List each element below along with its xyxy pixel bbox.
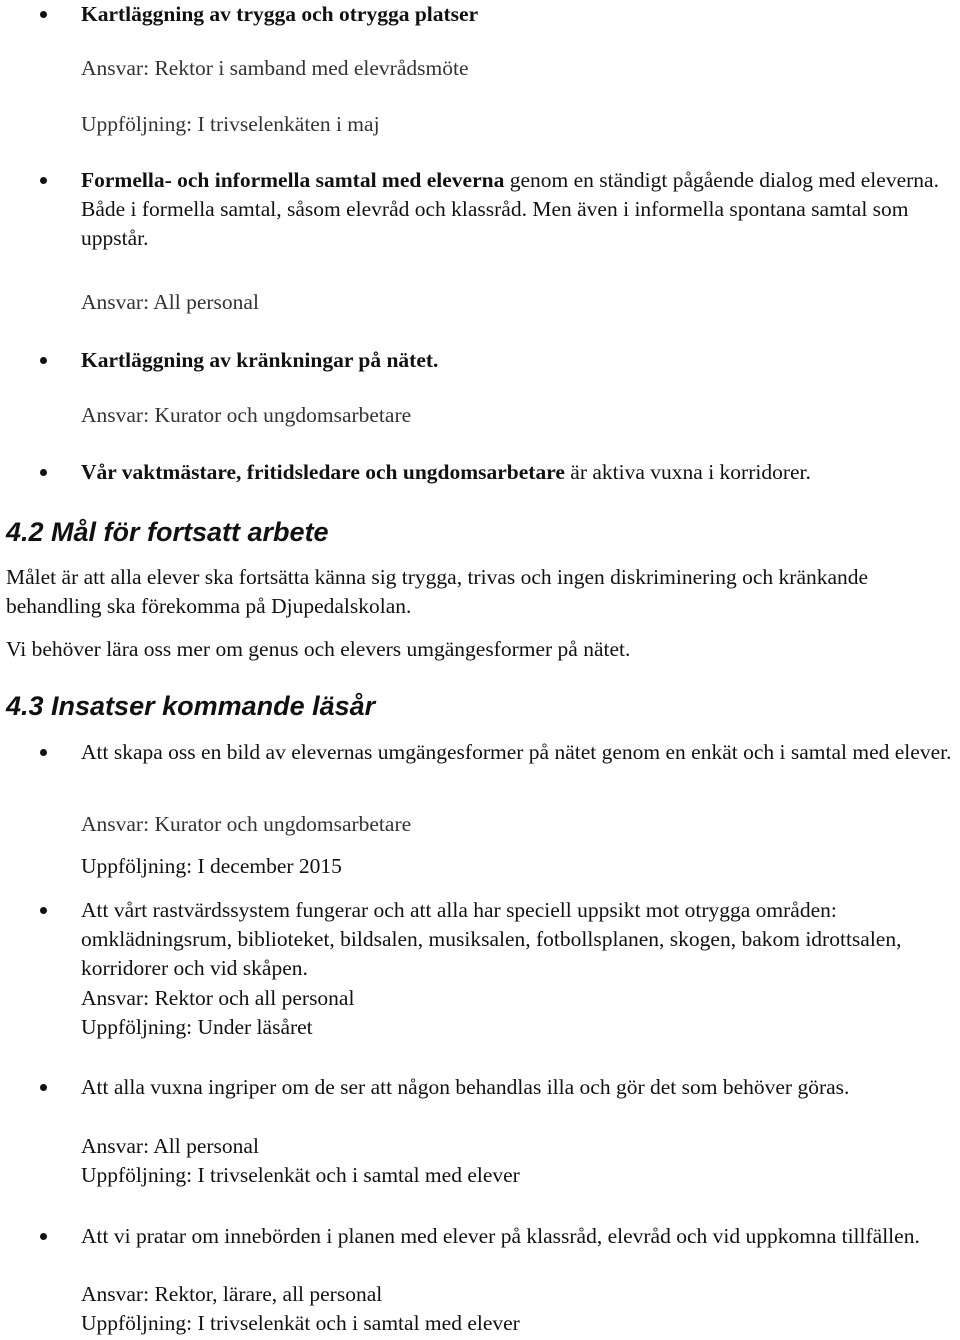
list-item-text: Att vårt rastvärdssystem fungerar och att alla har speciell uppsikt mot otrygga områden: omklädningsrum, biblioteket, bildsalen, musiksalen, fotbollsplanen, skogen, bakom idrottsalen, korridorer och vid skåpen.	[81, 898, 902, 980]
list-item-bold: Vår vaktmästare, fritidsledare och ungdomsarbetare	[81, 460, 565, 484]
responsibility-text: Ansvar: Rektor i samband med elevrådsmöte	[81, 56, 469, 80]
section-heading: 4.3 Insatser kommande läsår	[6, 691, 376, 721]
followup-text: Uppföljning: I december 2015	[81, 854, 342, 878]
followup-text: Uppföljning: Under läsåret	[81, 1015, 313, 1039]
bullet-icon	[40, 469, 47, 476]
responsibility-text: Ansvar: Kurator och ungdomsarbetare	[81, 812, 412, 836]
followup-text: Uppföljning: I trivselenkät och i samtal med elever	[81, 1163, 520, 1187]
list-item-text: Att alla vuxna ingriper om de ser att någon behandlas illa och gör det som behöver göras.	[81, 1075, 850, 1099]
list-item-text	[81, 458, 956, 487]
bullet-icon	[40, 907, 47, 914]
list-item-bold: Formella- och informella samtal med eleverna	[81, 168, 505, 192]
section-heading: 4.2 Mål för fortsatt arbete	[6, 517, 329, 547]
list-item-text: Att vi pratar om innebörden i planen med elever på klassråd, elevråd och vid uppkomna tillfällen.	[81, 1224, 920, 1248]
list-item-rest: är aktiva vuxna i korridorer.	[564, 460, 811, 484]
list-item-title: Kartläggning av kränkningar på nätet.	[81, 348, 439, 372]
responsibility-text: Ansvar: All personal	[81, 290, 259, 314]
bullet-icon	[40, 177, 47, 184]
list-item-text	[81, 166, 956, 253]
responsibility-text: Ansvar: Rektor och all personal	[81, 986, 355, 1010]
responsibility-text: Ansvar: All personal	[81, 1134, 259, 1158]
paragraph: Vi behöver lära oss mer om genus och elevers umgängesformer på nätet.	[6, 637, 631, 661]
list-item-title: Kartläggning av trygga och otrygga platser	[81, 2, 479, 26]
paragraph: Målet är att alla elever ska fortsätta känna sig trygga, trivas och ingen diskriminering och kränkande behandling ska förekomma på Djupedalskolan.	[6, 565, 869, 618]
bullet-icon	[40, 749, 47, 756]
followup-text: Uppföljning: I trivselenkäten i maj	[81, 112, 380, 136]
list-item-text: Att skapa oss en bild av elevernas umgängesformer på nätet genom en enkät och i samtal med elever.	[81, 740, 952, 764]
responsibility-text: Ansvar: Rektor, lärare, all personal	[81, 1282, 383, 1306]
followup-text: Uppföljning: I trivselenkät och i samtal med elever	[81, 1311, 520, 1335]
bullet-icon	[40, 11, 47, 18]
bullet-icon	[40, 1233, 47, 1240]
bullet-icon	[40, 1084, 47, 1091]
list-item-rest: genom en ständigt pågående dialog med eleverna. Både i formella samtal, såsom elevråd och klassråd. Men även i informella spontana samtal som uppstår.	[81, 168, 939, 250]
bullet-icon	[40, 357, 47, 364]
responsibility-text: Ansvar: Kurator och ungdomsarbetare	[81, 403, 412, 427]
